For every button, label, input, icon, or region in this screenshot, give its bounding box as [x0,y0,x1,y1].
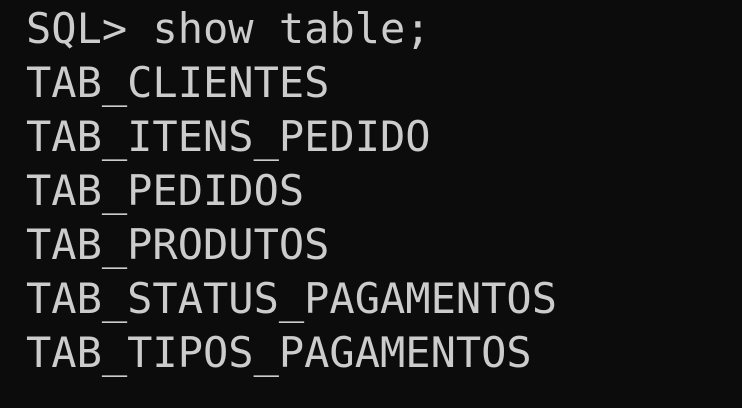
output-line: TAB_PRODUTOS [26,220,330,269]
output-line: TAB_ITENS_PEDIDO [26,112,431,161]
output-line: TAB_STATUS_PAGAMENTOS [26,274,558,323]
output-line: TAB_CLIENTES [26,58,330,107]
sql-prompt: SQL> [26,4,153,53]
command-text: show table; [152,4,431,53]
output-line: TAB_TIPOS_PAGAMENTOS [26,328,532,377]
output-line: TAB_PEDIDOS [26,166,305,215]
command-line [26,2,742,56]
